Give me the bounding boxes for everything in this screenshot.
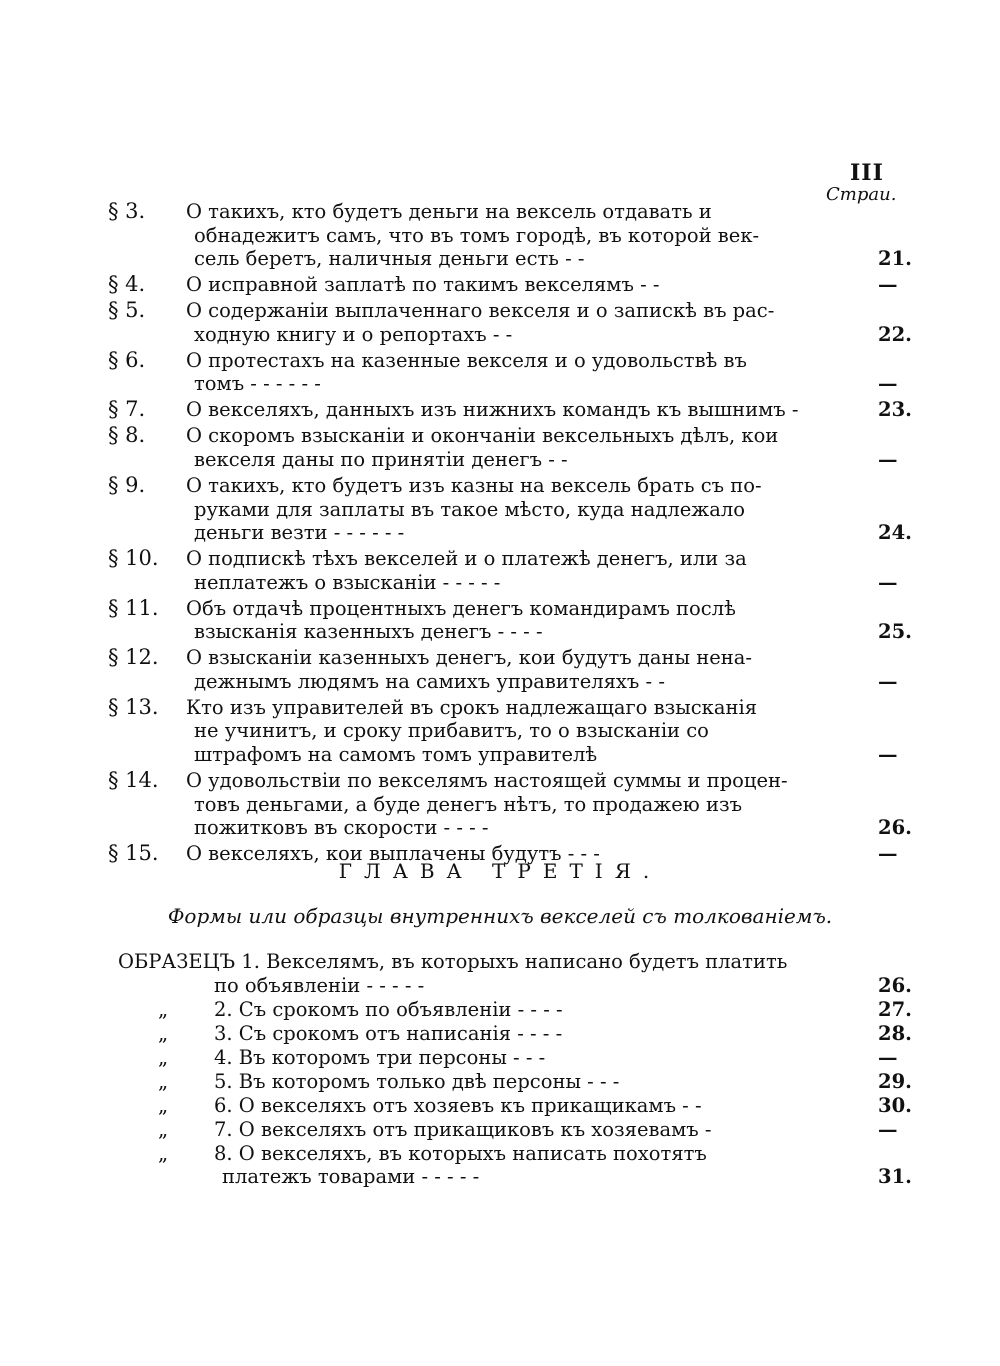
page-reference: 23. <box>878 398 912 422</box>
page-reference: 26. <box>878 816 912 840</box>
section-number: § 7. <box>108 397 146 422</box>
toc-entry-line: деньги везти - - - - - - <box>194 521 405 545</box>
toc-entry <box>0 474 1000 545</box>
section-number: § 11. <box>108 595 159 620</box>
page-reference: 28. <box>878 1021 912 1045</box>
toc-entry <box>0 769 1000 840</box>
section-number: § 12. <box>108 645 159 670</box>
section-number: § 4. <box>108 272 146 297</box>
toc-entry-line: О удовольствіи по векселямъ настоящей суммы и процен- <box>186 769 788 793</box>
sample-entry <box>0 1142 1000 1189</box>
page-reference: 24. <box>878 521 912 545</box>
page-reference: 21. <box>878 247 912 270</box>
page-reference: 31. <box>878 1165 912 1188</box>
section-number: § 14. <box>108 768 159 793</box>
toc-entry-line: О такихъ, кто будетъ деньги на вексель отдавать и <box>186 200 712 223</box>
sample-entry-line: платежъ товарами - - - - - <box>222 1165 480 1188</box>
page-reference: 29. <box>878 1069 912 1093</box>
sample-entry-line: 7. О векселяхъ отъ прикащиковъ къ хозяевамъ - <box>214 1117 712 1141</box>
sample-title: Векселямъ, въ которыхъ написано будетъ платить <box>266 950 788 973</box>
sample-entry-line: 2. Съ срокомъ по объявленіи - - - - <box>214 997 563 1021</box>
toc-entry <box>0 646 1000 693</box>
toc-entry <box>0 200 1000 271</box>
page-reference: — <box>878 842 898 866</box>
toc-entry-line: неплатежъ о взысканіи - - - - - <box>194 570 501 594</box>
toc-entry <box>0 398 1000 422</box>
toc-entry-line: ходную книгу и о репортахъ - - <box>194 322 513 346</box>
section-number: § 13. <box>108 694 159 719</box>
toc-entry-line: товъ деньгами, а буде денегъ нѣтъ, то продажею изъ <box>194 792 742 816</box>
page-number: III <box>850 160 884 186</box>
toc-entry-line: О взысканіи казенныхъ денегъ, кои будутъ даны нена- <box>186 646 752 670</box>
ditto-mark: „ <box>158 1069 169 1093</box>
page-reference: — <box>878 669 898 693</box>
sample-entry <box>0 950 1000 997</box>
page-reference: 27. <box>878 997 912 1021</box>
ditto-mark: „ <box>158 1141 169 1165</box>
toc-entry-line: О содержаніи выплаченнаго векселя и о запискѣ въ рас- <box>186 299 775 323</box>
toc-entry-line: О скоромъ взысканіи и окончаніи вексельныхъ дѣлъ, кои <box>186 424 779 448</box>
sample-prefix: ОБРАЗЕЦЪ 1. <box>118 950 260 973</box>
page-reference: 25. <box>878 620 912 644</box>
toc-entry-line: О векселяхъ, кои выплачены будутъ - - - <box>186 842 600 866</box>
ditto-mark: „ <box>158 1045 169 1069</box>
sample-entry-line: 3. Съ срокомъ отъ написанія - - - - <box>214 1021 563 1045</box>
samples-list <box>0 950 1000 1189</box>
toc-entry-line: обнадежитъ самъ, что въ томъ городѣ, въ которой век- <box>194 223 760 247</box>
toc-entry-line: О протестахъ на казенные векселя и о удовольствѣ въ <box>186 348 747 372</box>
toc-entry <box>0 424 1000 471</box>
page-reference: — <box>878 1045 898 1069</box>
section-number: § 9. <box>108 473 146 498</box>
chapter-title: ГЛАВА ТРЕТІЯ. <box>338 859 662 883</box>
toc-entry-line: томъ - - - - - - <box>194 372 321 396</box>
toc-entry-line: векселя даны по принятіи денегъ - - <box>194 447 568 471</box>
sample-entry-line: по объявленіи - - - - - <box>214 973 425 997</box>
sample-entry <box>0 1022 1000 1046</box>
sample-entry <box>0 1070 1000 1094</box>
sample-entry <box>0 1046 1000 1070</box>
chapter-subtitle: Формы или образцы внутреннихъ векселей съ толкованіемъ. <box>167 904 833 928</box>
toc-entry-line: О такихъ, кто будетъ изъ казны на вексель брать съ по- <box>186 474 762 498</box>
toc-entry-line: Объ отдачѣ процентныхъ денегъ командирамъ послѣ <box>186 596 736 620</box>
page-column-label: Страи. <box>826 184 897 205</box>
page-reference: — <box>878 372 898 396</box>
toc-entry <box>0 547 1000 594</box>
toc-entry <box>0 299 1000 346</box>
section-number: § 6. <box>108 347 146 372</box>
toc-entry <box>0 273 1000 297</box>
sample-entry <box>0 1094 1000 1118</box>
ditto-mark: „ <box>158 1093 169 1117</box>
sample-entry <box>0 1118 1000 1142</box>
toc-entry-line: О исправной заплатѣ по такимъ векселямъ - - <box>186 273 660 297</box>
toc-entry-line: О векселяхъ, данныхъ изъ нижнихъ командъ къ вышнимъ - <box>186 398 799 422</box>
sample-entry <box>0 998 1000 1022</box>
toc-entry-line: дежнымъ людямъ на самихъ управителяхъ - - <box>194 669 665 693</box>
toc-entry <box>0 349 1000 396</box>
section-number: § 8. <box>108 423 146 448</box>
sample-entry-line: 4. Въ которомъ три персоны - - - <box>214 1045 546 1069</box>
toc-entry <box>0 696 1000 767</box>
section-number: § 5. <box>108 298 146 323</box>
ditto-mark: „ <box>158 997 169 1021</box>
page-reference: — <box>878 1117 898 1141</box>
page-reference: 30. <box>878 1093 912 1117</box>
page-reference: — <box>878 447 898 471</box>
page-reference: — <box>878 742 898 766</box>
page-reference: 22. <box>878 322 912 346</box>
sample-entry-line: 6. О векселяхъ отъ хозяевъ къ прикащикамъ - - <box>214 1093 702 1117</box>
section-number: § 15. <box>108 841 159 866</box>
toc-entry-line: Кто изъ управителей въ срокъ надлежащаго взысканія <box>186 695 758 719</box>
toc-entry-line: руками для заплаты въ такое мѣсто, куда надлежало <box>194 497 745 521</box>
ditto-mark: „ <box>158 1117 169 1141</box>
toc-entry-line: сель беретъ, наличныя деньги есть - - <box>194 247 585 270</box>
toc-entry-line: не учинитъ, и сроку прибавитъ, то о взысканіи со <box>194 719 709 743</box>
section-number: § 10. <box>108 546 159 571</box>
section-number: § 3. <box>108 199 146 223</box>
page-reference: — <box>878 570 898 594</box>
page-reference: — <box>878 273 898 297</box>
sample-entry-line <box>118 950 788 974</box>
sample-entry-line: 8. О векселяхъ, въ которыхъ написать похотятъ <box>214 1141 707 1165</box>
toc-entry-line: пожитковъ въ скорости - - - - <box>194 816 489 840</box>
page-reference: 26. <box>878 973 912 997</box>
table-of-contents <box>0 200 1000 868</box>
toc-entry-line: О подпискѣ тѣхъ векселей и о платежѣ денегъ, или за <box>186 547 747 571</box>
toc-entry-line: штрафомъ на самомъ томъ управителѣ <box>194 742 598 766</box>
toc-entry <box>0 597 1000 644</box>
toc-entry-line: взысканія казенныхъ денегъ - - - - <box>194 620 543 644</box>
ditto-mark: „ <box>158 1021 169 1045</box>
sample-entry-line: 5. Въ которомъ только двѣ персоны - - - <box>214 1069 620 1093</box>
